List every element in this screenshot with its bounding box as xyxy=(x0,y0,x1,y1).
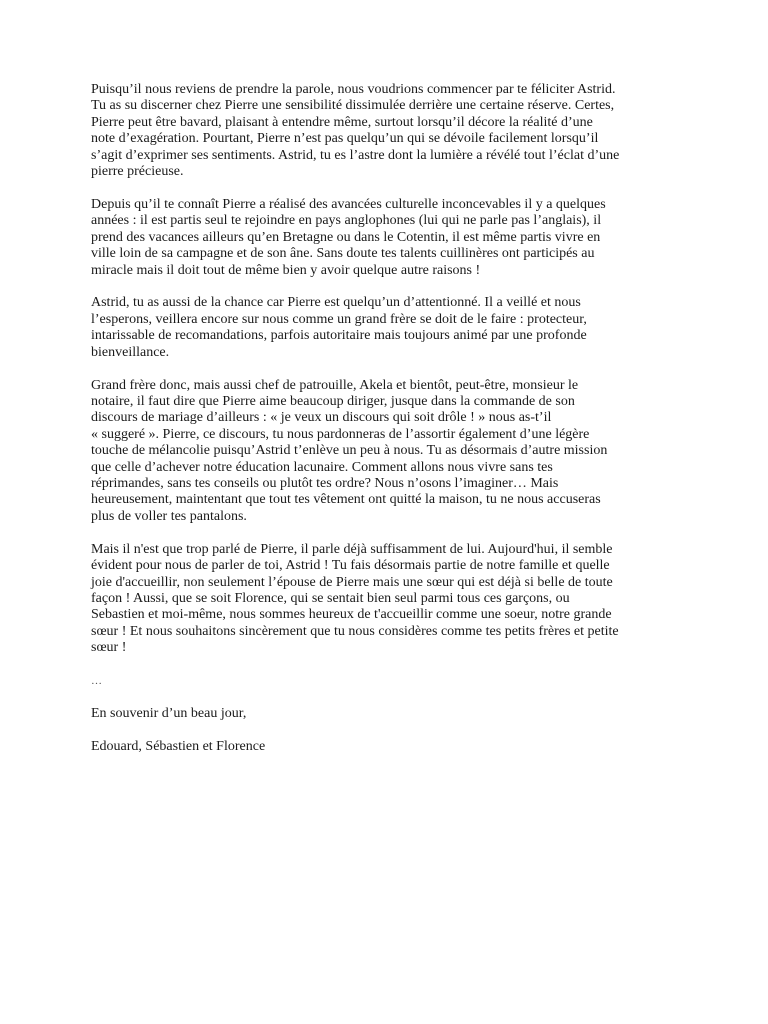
text-line: sœur ! xyxy=(91,640,127,656)
text-line: sœur ! Et nous souhaitons sincèrement que tu nous considères comme tes petits frères et petite xyxy=(91,623,619,639)
text-line: heureusement, maintentant que tout tes vêtement ont quitté la maison, tu ne nous accuseras xyxy=(91,492,601,508)
text-line: « suggeré ». Pierre, ce discours, tu nous pardonneras de l’assortir également d’une légère xyxy=(91,426,590,442)
text-line: Astrid, tu as aussi de la chance car Pierre est quelqu’un d’attentionné. Il a veillé et nous xyxy=(91,295,581,311)
text-line: l’esperons, veillera encore sur nous comme un grand frère se doit de le faire : protecteur, xyxy=(91,311,587,327)
text-line: discours de mariage d’ailleurs : « je veux un discours qui soit drôle ! » nous as-t’il xyxy=(91,410,552,426)
paragraph-cultural-advances xyxy=(91,197,691,279)
text-line: Mais il n'est que trop parlé de Pierre, il parle déjà suffisamment de lui. Aujourd'hui, il semble xyxy=(91,541,613,557)
signature: Edouard, Sébastien et Florence xyxy=(91,738,266,754)
text-line: touche de mélancolie puisqu’Astrid t’enlève un peu à nous. Tu as désormais d’autre mission xyxy=(91,443,608,459)
ellipsis-separator: … xyxy=(91,675,104,688)
text-line: pierre précieuse. xyxy=(91,164,184,180)
paragraph-big-brother xyxy=(91,378,691,526)
closing-line: En souvenir d’un beau jour, xyxy=(91,706,247,721)
text-line: Sebastien et moi-même, nous sommes heureux de t'accueillir comme une soeur, notre grande xyxy=(91,607,612,623)
text-line: réprimandes, sans tes conseils ou plutôt tes ordre? Nous n’osons l’imaginer… Mais xyxy=(91,476,559,492)
text-line: plus de voller tes pantalons. xyxy=(91,508,247,524)
text-line: miracle mais il doit tout de même bien y avoir quelque autre raisons ! xyxy=(91,262,481,278)
text-line: prend des vacances ailleurs qu’en Bretagne ou dans le Cotentin, il est même partis vivre en xyxy=(91,229,601,245)
paragraph-congratulations xyxy=(91,82,691,180)
text-line: note d’exagération. Pourtant, Pierre n’est pas quelqu’un qui se dévoile facilement lorsqu’il xyxy=(91,131,599,147)
text-line: Grand frère donc, mais aussi chef de patrouille, Akela et bientôt, peut-être, monsieur le xyxy=(91,377,579,393)
text-line: ville loin de sa campagne et de son âne. Sans doute tes talents cuillinères ont participés au xyxy=(91,246,595,262)
text-line: évident pour nous de parler de toi, Astrid ! Tu fais désormais partie de notre famille et quelle xyxy=(91,558,610,574)
text-line: Depuis qu’il te connaît Pierre a réalisé des avancées culturelle inconcevables il y a quelques xyxy=(91,196,606,212)
text-line: Tu as su discerner chez Pierre une sensibilité dissimulée derrière une certaine réserve. Certes, xyxy=(91,98,615,114)
text-line: années : il est partis seul te rejoindre en pays anglophones (lui qui ne parle pas l’anglais), il xyxy=(91,213,602,229)
text-line: s’agit d’exprimer ses sentiments. Astrid, tu es l’astre dont la lumière a révélé tout l’éclat d’une xyxy=(91,147,620,163)
text-line: bienveillance. xyxy=(91,344,170,360)
letter-body xyxy=(91,82,691,772)
paragraph-attentive xyxy=(91,295,691,361)
text-line: intarissable de recomandations, parfois autoritaire mais toujours animé par une profonde xyxy=(91,328,587,344)
text-line: façon ! Aussi, que se soit Florence, qui se sentait bien seul parmi tous ces garçons, ou xyxy=(91,590,570,606)
text-line: notaire, il faut dire que Pierre aime beaucoup diriger, jusque dans la commande de son xyxy=(91,394,575,409)
paragraph-welcome-astrid xyxy=(91,542,691,657)
text-line: que celle d’achever notre éducation lacunaire. Comment allons nous vivre sans tes xyxy=(91,459,553,475)
text-line: Pierre peut être bavard, plaisant à entendre même, surtout lorsqu’il décore la réalité d’une xyxy=(91,114,593,130)
text-line: joie d'accueillir, non seulement l’épouse de Pierre mais une sœur qui est déjà si belle de toute xyxy=(91,574,613,590)
text-line: Puisqu’il nous reviens de prendre la parole, nous voudrions commencer par te féliciter Astrid. xyxy=(91,82,616,97)
